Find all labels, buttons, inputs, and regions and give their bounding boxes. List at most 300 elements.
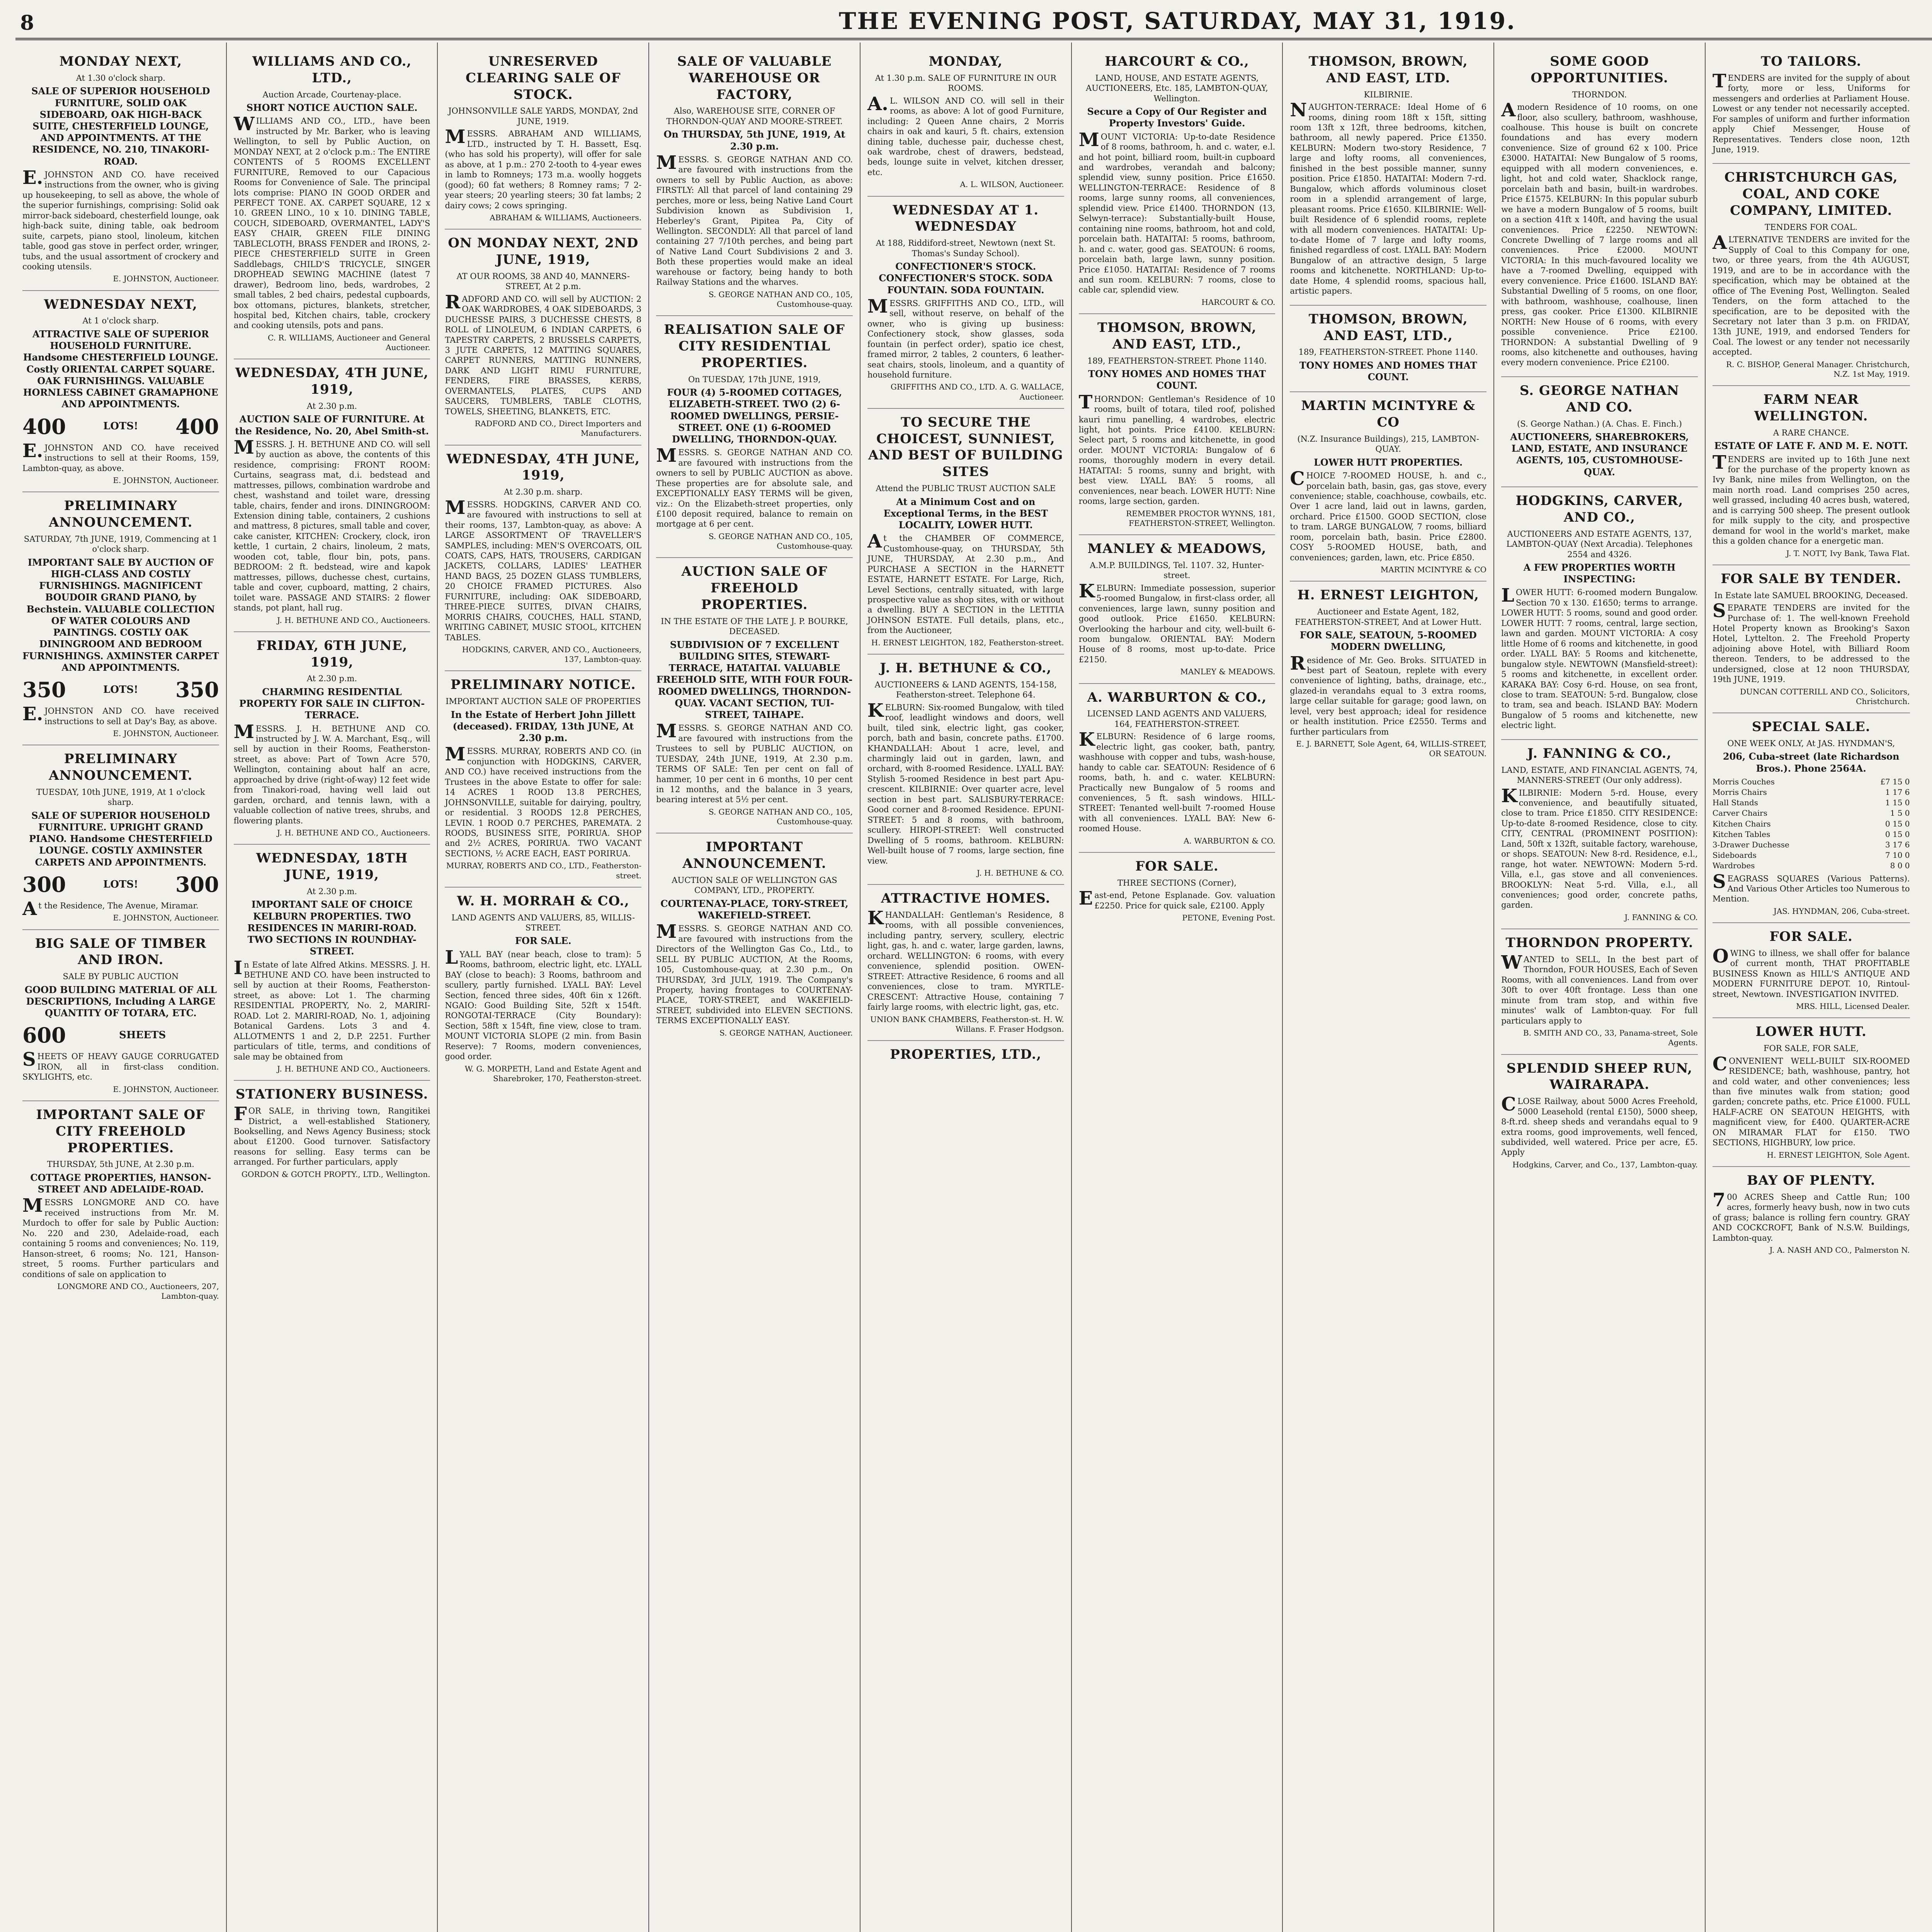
column-1 xyxy=(15,43,227,1932)
ad-subheading: At 1.30 p.m. SALE OF FURNITURE IN OUR ROOMS. xyxy=(875,73,1056,93)
ad-lead: SALE OF SUPERIOR HOUSEHOLD FURNITURE, SOLID OAK SIDEBOARD, OAK HIGH-BACK SUITE, CHESTERFIELD LOUNGE, AND APPOINTMENTS. AT THE RESIDENCE, NO. 210, TINAKORI-ROAD. xyxy=(31,85,210,167)
advertisement xyxy=(234,359,430,632)
advertisement xyxy=(1079,684,1276,853)
ad-body-text: NAUGHTON-TERRACE: Ideal Home of 6 rooms, dining room 18ft x 15ft, sitting room 13ft x 12ft, three bedrooms, kitchen, bathroom, all newly papered. Price £1350. KELBURN: Modern two-story Residence, 7 large and lofty rooms, all conveniences, finished in the best possible manner, sunny position. Price £1850. HATAITAI: Modern 7-rd. Bungalow, which affords voluminous closet room in a splendid arrangement of large, pleasant rooms. Price £1650. KILBIRNIE: Well-built Residence of 6 splendid rooms, replete with all modern conveniences. HATAITAI: Up-to-date Home of 7 large and lofty rooms, finished regardless of cost. LYALL BAY: Modern Bungalow of an attractive design, 5 large rooms and kitchenette. NORTHLAND: Up-to-date Home, 4 splendid rooms, spacious hall, artistic papers. xyxy=(1290,99,1487,296)
lots-banner xyxy=(22,1022,219,1048)
ad-heading: MONDAY, xyxy=(929,54,1003,69)
ad-signature: S. GEORGE NATHAN AND CO., 105, Customhouse-quay. xyxy=(708,289,853,309)
advertisement xyxy=(22,745,219,930)
advertisement xyxy=(867,409,1064,655)
ad-lead: COTTAGE PROPERTIES, HANSON-STREET AND ADELAIDE-ROAD. xyxy=(30,1172,211,1195)
ad-lead: At a Minimum Cost and on Exceptional Terms, in the BEST LOCALITY, LOWER HUTT. xyxy=(883,496,1048,531)
ad-body-text: 700 ACRES Sheep and Cattle Run; 100 acres, formerly heavy bush, now in two cuts of grass; balance is rolling fern country. GRAY AND COCKCROFT, Bank of N.S.W. Buildings, Lambton-quay. xyxy=(1712,1189,1910,1243)
ad-body-text: Amodern Residence of 10 rooms, on one floor, also scullery, bathroom, washhouse, coalhouse. This house is built on concrete foundations and has every modern convenience. Size of ground 62 x 100. Price £3000. HATAITAI: New Bungalow of 5 rooms, equipped with all modern conveniences, e. light, hot and cold water, Shacklock range, porcelain bath and basin, built-in wardrobes. Price £1575. KELBURN: In this popular suburb we have a modern Bungalow of 5 rooms, built on a section 41ft x 140ft, and having the usual conveniences. Price £2250. NEWTOWN: Concrete Dwelling of 7 large rooms and all conveniences. Price £2000. MOUNT VICTORIA: In this much-favoured locality we have a 7-roomed Dwelling, equipped with every convenience. Price £1600. ISLAND BAY: Substantial Dwelling of 5 rooms, on one floor, with bathroom, washhouse, coalhouse, linen press, gas cooker. Price £1300. KILBIRNIE NORTH: New House of 6 rooms, with every possible convenience. Price £2100. THORNDON: A substantial Dwelling of 9 rooms, also kitchenette and outhouses, having every modern convenience. Price £2100. xyxy=(1501,99,1698,367)
ad-body-text: MESSRS. S. GEORGE NATHAN AND CO. are favoured with instructions from the Trustees to sell by PUBLIC AUCTION, on TUESDAY, 24th JUNE, 1919, At 2.30 p.m. TERMS OF SALE: Ten per cent on fall of hammer, 10 per cent in 6 months, 10 per cent in 12 months, and the balance in 3 years, bearing interest at 5½ per cent. xyxy=(656,720,853,804)
ad-subheading: At 2.30 p.m. xyxy=(307,886,357,896)
column-3 xyxy=(438,43,649,1932)
price-item: Morris Couches xyxy=(1712,777,1775,786)
ad-heading: IMPORTANT ANNOUNCEMENT. xyxy=(682,839,827,872)
ad-body-text: SHEETS OF HEAVY GAUGE CORRUGATED IRON, all in first-class condition. SKYLIGHTS, etc. xyxy=(22,1049,219,1082)
ad-body-text: CONVENIENT WELL-BUILT SIX-ROOMED RESIDENCE; bath, washhouse, pantry, hot and cold water, and other conveniences; less than five minutes walk from station; good garden; concrete paths, etc. Price £1000. FULL HALF-ACRE ON SEATOUN HEIGHTS, with magnificent view, for £400. QUARTER-ACRE ON MIRAMAR FLAT for £150. TWO SECTIONS, HIGHBURY, low price. xyxy=(1712,1053,1910,1148)
ad-body-text: WANTED to SELL, In the best part of Thorndon, FOUR HOUSES, Each of Seven Rooms, with all conveniences. Land from over 30ft to over 40ft frontage. Less than one minute from tram stop, and within five minutes' walk of Lambton-quay. For full particulars apply to xyxy=(1501,951,1698,1026)
ad-signature: E. JOHNSTON, Auctioneer. xyxy=(113,475,219,485)
ad-subheading: A.M.P. BUILDINGS, Tel. 1107. 32, Hunter-street. xyxy=(1090,560,1264,580)
ad-body-text: TENDERS are invited up to 16th June next for the purchase of the property known as Ivy Bank, nine miles from Wellington, on the main north road. Land comprises 250 acres, well grassed, including 40 acres bush, watered, and is carrying 500 sheep. The present outlook for milk supply to the city, and prospective demand for wool in the world's market, make this a golden chance for a energetic man. xyxy=(1712,451,1910,546)
ad-subheading: At 2.30 p.m. xyxy=(307,674,357,684)
ad-signature: J. A. NASH AND CO., Palmerston N. xyxy=(1769,1245,1910,1255)
ad-body-text: WILLIAMS AND CO., LTD., have been instructed by Mr. Barker, who is leaving Wellington, to sell by Public Auction, on MONDAY NEXT, at 2 o'clock p.m.: The ENTIRE CONTENTS of 5 ROOMS EXCELLENT FURNITURE, Removed to our Capacious Rooms for Convenience of Sale. The principal lots comprise: PIANO IN GOOD ORDER and PERFECT TONE. AX. CARPET SQUARE, 12 x 10. GREEN LINO., 10 x 10. DINING TABLE, COUCH, SIDEBOARD, OVERMANTEL, LADY'S EASY CHAIR, GREEN FILE DINING TABLECLOTH, BRASS FENDER and IRONS, 2-PIECE CHESTERFIELD SUITE in Green Saddlebags, CHILD'S TRICYCLE, SINGER DROPHEAD SEWING MACHINE (latest 7 drawer), Bedroom lino, beds, wardrobes, 2 small tables, 2 bed chairs, pedestal cupboards, box ottomans, pictures, blankets, stretcher, hospital bed, Kitchen chairs, table, crockery and cooking utensils, pots and pans. xyxy=(233,113,430,330)
ad-body-text: TENDERS are invited for the supply of about forty, more or less, Uniforms for messengers and orderlies at Parliament House. Lowest or any tender not necessarily accepted. For samples of uniform and further information apply Chief Messenger, House of Representatives. Tenders close noon, 12th June, 1919. xyxy=(1712,70,1910,154)
ad-lead: On THURSDAY, 5th JUNE, 1919, At 2.30 p.m. xyxy=(663,129,845,152)
ad-heading: MARTIN MCINTYRE & CO xyxy=(1301,398,1476,430)
advertisement xyxy=(1079,314,1276,535)
ad-heading: ATTRACTIVE HOMES. xyxy=(881,891,1051,906)
ad-signature: UNION BANK CHAMBERS, Featherston-st. H. W. Willans. F. Fraser Hodgson. xyxy=(870,1014,1064,1034)
price-item: Carver Chairs xyxy=(1712,808,1767,818)
ad-signature: LONGMORE AND CO., Auctioneers, 207, Lambton-quay. xyxy=(57,1282,219,1301)
advertisement xyxy=(22,930,219,1101)
ad-heading: IMPORTANT SALE OF CITY FREEHOLD PROPERTIES. xyxy=(36,1107,206,1156)
ad-subheading: TENDERS FOR COAL. xyxy=(1765,222,1858,232)
ad-heading: THOMSON, BROWN, AND EAST, LTD., xyxy=(1097,320,1257,352)
column-4 xyxy=(649,43,861,1932)
advertisement xyxy=(656,833,853,1044)
newspaper-title: THE EVENING POST, SATURDAY, MAY 31, 1919. xyxy=(838,8,1516,35)
ad-signature: HODGKINS, CARVER, AND CO., Auctioneers, 137, Lambton-quay. xyxy=(462,645,642,664)
ad-lead: A FEW PROPERTIES WORTH INSPECTING: xyxy=(1523,561,1676,585)
advertisement xyxy=(1290,306,1486,393)
ad-lead: SHORT NOTICE AUCTION SALE. xyxy=(246,102,418,114)
ad-signature: J. H. BETHUNE AND CO., Auctioneers. xyxy=(277,828,430,838)
ad-signature: MRS. HILL, Licensed Dealer. xyxy=(1796,1002,1910,1011)
ad-lead: ESTATE OF LATE F. AND M. E. NOTT. xyxy=(1714,440,1908,452)
ad-body-text: In Estate of late Alfred Atkins. MESSRS. J. H. BETHUNE AND CO. have been instructed to sell by auction at their Rooms, Featherston-street, as above: Lot 1. The charming RESIDENTIAL PROPERTY, No. 2, MARIRI-ROAD. Lot 2. MARIRI-ROAD, No. 1, adjoining Botanical Gardens. Lots 3 and 4. ALLOTMENTS 1 and 2, D.P. 2251. Further particulars of title, terms, and conditions of sale may be obtained from xyxy=(233,957,430,1061)
ad-signature: W. G. MORPETH, Land and Estate Agent and Sharebroker, 170, Featherston-street. xyxy=(464,1064,642,1083)
ad-lead: CONFECTIONER'S STOCK. CONFECTIONER'S STOCK. SODA FOUNTAIN. SODA FOUNTAIN. xyxy=(879,261,1053,296)
page-number: 8 xyxy=(20,11,34,35)
price-item: Kitchen Tables xyxy=(1712,829,1770,839)
ad-body-text: MESSRS. S. GEORGE NATHAN AND CO. are favoured with instructions from the owners to sell by PUBLIC AUCTION as above. These properties are for absolute sale, and EXCEPTIONALLY EASY TERMS will be given, viz.: On the Elizabeth-street properties, only £100 deposit required, balance to remain on mortgage at 6 per cent. xyxy=(656,445,853,529)
ad-signature: J. H. BETHUNE AND CO., Auctioneers. xyxy=(277,615,430,625)
ad-subheading: AUCTIONEERS AND ESTATE AGENTS, 137, LAMBTON-QUAY (Next Arcadia). Telephones 2554 and 4326. xyxy=(1506,529,1693,559)
ad-subheading: LICENSED LAND AGENTS AND VALUERS, 164, FEATHERSTON-STREET. xyxy=(1087,709,1267,729)
ad-body-text: KILBIRNIE: Modern 5-rd. House, every convenience, and beautifully situated, close to tram. Price £1850. CITY RESIDENCE: Up-to-date 8-roomed Residence, close to city. CITY, CENTRAL (PROMINENT POSITION): Land, 50ft x 132ft, suitable factory, warehouse, or shops. SEATOUN: New 8-rd. Residence, e.l., range, hot water. NEWTOWN: Modern 5-rd. Villa, e.l., gas stove and all conveniences. BROOKLYN: Neat 5-rd. Villa, e.l., all conveniences; good order, concrete paths, garden. xyxy=(1501,785,1698,910)
ad-heading: PRELIMINARY ANNOUNCEMENT. xyxy=(49,498,193,530)
advertisement xyxy=(445,446,641,672)
ad-body-text: LOWER HUTT: 6-roomed modern Bungalow. Section 70 x 130. £1650; terms to arrange. LOWER HUTT: 5 rooms, sound and good order. LOWER HUTT: 7 rooms, central, large section, lawn and garden. MOUNT VICTORIA: A cosy little Home of 6 rooms and kitchenette, in good order. LYALL BAY: 5 Rooms and kitchenette, bungalow style. NEWTOWN (Mansfield-street): 5 rooms and kitchenette, in excellent order. KARAKA BAY: Cosy 6-rd. House, on sea front, close to tram. SEATOUN: 5-rd. Bungalow, close to tram, sea and beach. ISLAND BAY: Modern Bungalow of 5 rooms and kitchenette, new electric light. xyxy=(1501,585,1698,730)
advertisement xyxy=(1713,386,1910,565)
columns-container xyxy=(15,43,1932,1932)
ad-body-text: THORNDON: Gentleman's Residence of 10 rooms, built of totara, tiled roof, polished kauri rimu panelling, 4 wardrobes, electric light, hot points. Price £4100. KELBURN: Select part, 5 rooms and kitchenette, in good order. MOUNT VICTORIA: Bungalow of 6 rooms, thoroughly modern in every detail. HATAITAI: 5 rooms, sunny and bright, with best view. LYALL BAY: 5 rooms, all conveniences, near beach. LOWER HUTT: Nine rooms, large section, garden. xyxy=(1078,391,1276,506)
ad-subheading: Auctioneer and Estate Agent, 182, FEATHERSTON-STREET, And at Lower Hutt. xyxy=(1295,607,1482,627)
ad-signature: S. GEORGE NATHAN, Auctioneer. xyxy=(719,1028,853,1037)
ad-body-text: E.JOHNSTON AND CO. have received instructions to sell at their Rooms, 159, Lambton-quay, as above. xyxy=(22,440,219,473)
lots-banner xyxy=(22,677,219,703)
price-value: 3 17 6 xyxy=(1885,840,1910,849)
price-value: 0 15 0 xyxy=(1885,819,1910,828)
ad-lead: AUCTIONEERS, SHAREBROKERS, LAND, ESTATE, AND INSURANCE AGENTS, 105, CUSTOMHOUSE-QUAY. xyxy=(1510,431,1689,478)
ad-lead: LOWER HUTT PROPERTIES. xyxy=(1314,456,1463,468)
advertisement xyxy=(1079,853,1276,929)
ad-subheading: At 188, Riddiford-street, Newtown (next St. Thomas's Sunday School). xyxy=(876,238,1056,258)
ad-subheading: At 2.30 p.m. xyxy=(307,401,357,411)
price-value: 7 10 0 xyxy=(1885,850,1910,860)
ad-signature: E. JOHNSTON, Auctioneer. xyxy=(113,274,219,284)
ad-body-text: SEAGRASS SQUARES (Various Patterns). And Various Other Articles too Numerous to Mention. xyxy=(1712,871,1910,904)
ad-subheading: Attend the PUBLIC TRUST AUCTION SALE xyxy=(876,484,1056,493)
ad-subheading: LAND AGENTS AND VALUERS, 85, WILLIS-STREET. xyxy=(451,913,635,933)
ad-body-text: East-end, Petone Esplanade. Gov. valuation £2250. Price for quick sale, £2100. Apply xyxy=(1078,888,1276,910)
ad-signature: A. WARBURTON & CO. xyxy=(1184,836,1276,845)
ad-subheading: 189, FEATHERSTON-STREET. Phone 1140. xyxy=(1298,347,1478,357)
ad-subheading: AUCTIONEERS & LAND AGENTS, 154-158, Featherston-street. Telephone 64. xyxy=(874,680,1057,700)
ad-signature: REMEMBER PROCTOR WYNNS, 181, FEATHERSTON-STREET, Wellington. xyxy=(1126,509,1276,528)
column-5 xyxy=(861,43,1072,1932)
advertisement xyxy=(1079,48,1276,314)
ad-lead: In the Estate of Herbert John Jillett (deceased). FRIDAY, 13th JUNE, At 2.30 p.m. xyxy=(451,709,636,744)
advertisement xyxy=(1290,48,1486,306)
ad-heading: PROPERTIES, LTD., xyxy=(890,1046,1042,1062)
advertisement xyxy=(22,492,219,745)
ad-lead: ATTRACTIVE SALE OF SUPERIOR HOUSEHOLD FURNITURE. Handsome CHESTERFIELD LOUNGE. Costly ORIENTAL CARPET SQUARE. OAK FURNISHINGS. VALUABLE HORNLESS CABINET GRAMAPHONE AND APPOINTMENTS. xyxy=(23,328,218,410)
ad-body-text: MESSRS. GRIFFITHS AND CO., LTD., will sell, without reserve, on behalf of the owner, who is giving up business: Confectionery stock, show glasses, soda fountain (in perfect order), spatio ice chest, framed mirror, 2 tables, 2 counters, 6 leather-seat chairs, stools, linoleum, and a quantity of household furniture. xyxy=(867,295,1064,379)
advertisement xyxy=(1079,535,1276,684)
price-item: Hall Stands xyxy=(1712,798,1758,808)
ad-heading: TO TAILORS. xyxy=(1760,54,1862,69)
advertisement xyxy=(1713,1018,1910,1167)
price-row xyxy=(1713,861,1910,871)
ad-heading: WEDNESDAY AT 1. WEDNESDAY xyxy=(893,202,1039,235)
ad-body-text: MESSRS LONGMORE AND CO. have received instructions from Mr. M. Murdoch to offer for sale by Public Auction: No. 220 and 230, Adelaide-road, each containing 5 rooms and conveniences; No. 119, Hanson-street, 6 rooms; No. 121, Hanson-street, 5 rooms. Further particulars and conditions of sale on application to xyxy=(22,1195,219,1279)
ad-lead: SUBDIVISION OF 7 EXCELLENT BUILDING SITES, STEWART-TERRACE, HATAITAI. VALUABLE FREEHOLD SITE, WITH FOUR FOUR-ROOMED DWELLINGS, THORNDON-QUAY. VACANT SECTION, TUI-STREET, TAIHAPE. xyxy=(656,639,853,721)
advertisement xyxy=(1501,377,1698,487)
ad-signature: MANLEY & MEADOWS. xyxy=(1180,667,1276,677)
lots-banner-item: LOTS! xyxy=(103,878,138,890)
ad-lead: 206, Cuba-street (late Richardson Bros.). Phone 2564A. xyxy=(1723,751,1900,774)
masthead xyxy=(15,8,1932,40)
ad-subheading: AT OUR ROOMS, 38 AND 40, MANNERS-STREET, At 2 p.m. xyxy=(456,271,630,291)
ad-lead: GOOD BUILDING MATERIAL OF ALL DESCRIPTIONS, Including A LARGE QUANTITY OF TOTARA, ETC. xyxy=(24,984,217,1019)
ad-signature: MARTIN MCINTYRE & CO xyxy=(1380,565,1487,575)
advertisement xyxy=(234,632,430,845)
ad-lead: CHARMING RESIDENTIAL PROPERTY FOR SALE IN CLIFTON-TERRACE. xyxy=(239,686,425,721)
lots-banner-item: 400 xyxy=(175,414,219,439)
ad-signature: E. JOHNSTON, Auctioneer. xyxy=(113,913,219,923)
ad-body-text: KELBURN: Immediate possession, superior 5-roomed Bungalow, in first-class order, all conveniences, large lawn, sunny position and good outlook. Price £1650. KELBURN: Overlooking the harbour and city, well-built 6-room bungalow. ORIENTAL BAY: Modern House of 8 rooms, most up-to-date. Price £2150. xyxy=(1078,580,1276,664)
ad-signature: E. JOHNSTON, Auctioneer. xyxy=(113,728,219,738)
advertisement xyxy=(867,655,1064,885)
ad-heading: STATIONERY BUSINESS. xyxy=(235,1087,429,1102)
ad-heading: WEDNESDAY, 18TH JUNE, 1919, xyxy=(256,850,408,883)
ad-subheading: IMPORTANT AUCTION SALE OF PROPERTIES xyxy=(446,697,641,706)
advertisement xyxy=(234,1081,430,1185)
ad-heading: CHRISTCHURCH GAS, COAL, AND COKE COMPANY, LIMITED. xyxy=(1724,170,1898,219)
lots-banner-item: 300 xyxy=(175,872,219,897)
ad-subheading: SALE BY PUBLIC AUCTION xyxy=(63,972,179,981)
advertisement xyxy=(22,48,219,291)
ad-signature: GRIFFITHS AND CO., LTD. A. G. WALLACE, Auctioneer. xyxy=(890,382,1064,401)
ad-signature: S. GEORGE NATHAN AND CO., 105, Customhouse-quay. xyxy=(708,807,853,827)
ad-subheading: At 1 o'clock sharp. xyxy=(82,316,159,326)
advertisement xyxy=(867,48,1064,197)
ad-signature: E. JOHNSTON, Auctioneer. xyxy=(113,1084,219,1094)
price-row xyxy=(1713,798,1910,808)
advertisement xyxy=(656,316,853,558)
ad-lead: IMPORTANT SALE OF CHOICE KELBURN PROPERTIES. TWO RESIDENCES IN MARIRI-ROAD. TWO SECTIONS IN ROUNDHAY-STREET. xyxy=(247,899,417,957)
ad-heading: WEDNESDAY, 4TH JUNE, 1919, xyxy=(235,365,429,398)
ad-lead: FOR SALE. xyxy=(515,935,571,947)
lots-banner-item: 300 xyxy=(22,872,66,897)
advertisement xyxy=(445,671,641,887)
ad-body-text: MESSRS. HODGKINS, CARVER AND CO. are favoured with instructions to sell at their rooms, 137, Lambton-quay, as above: A LARGE ASSORTMENT OF TRAVELLER'S SAMPLES, including: MEN'S OVERCOATS, OIL COATS, CAPS, HATS, TROUSERS, CARDIGAN JACKETS, COLLARS, LADIES' LEATHER HAND BAGS, 25 DOZEN GLASS TUMBLERS, 20 CHOICE FRAMED PICTURES. Also FURNITURE, including: OAK SIDEBOARD, THREE-PIECE SUITES, DIVAN CHAIRS, MORRIS CHAIRS, COUCHES, HALL STAND, WRITING CABINET, MUSIC STOOL, KITCHEN TABLES. xyxy=(445,497,642,642)
ad-heading: HARCOURT & CO., xyxy=(1105,54,1249,69)
advertisement xyxy=(867,885,1064,1041)
price-item: Kitchen Chairs xyxy=(1712,819,1771,828)
advertisement xyxy=(656,558,853,833)
price-row xyxy=(1713,808,1910,818)
ad-heading: PRELIMINARY ANNOUNCEMENT. xyxy=(49,751,193,783)
ad-heading: UNRESERVED CLEARING SALE OF STOCK. xyxy=(465,54,621,102)
ad-body-text: ALTERNATIVE TENDERS are invited for the Supply of Coal to this Company for one, two, or three years, from the 4th AUGUST, 1919, and are to be in accordance with the specification, which may be obtained at the office of The Evening Post, Wellington. Sealed Tenders, on the form attached to the specification, are to be deposited with the Secretary not later than 3 p.m. on FRIDAY, 13th JUNE, 1919, and endorsed Tenders for Coal. The lowest or any tender not necessarily accepted. xyxy=(1712,232,1910,357)
ad-subheading: JOHNSONVILLE SALE YARDS, MONDAY, 2nd JUNE, 1919. xyxy=(448,106,638,126)
ad-body-text: RADFORD AND CO. will sell by AUCTION: 2 OAK WARDROBES, 4 OAK SIDEBOARDS, 3 DUCHESSE PAIRS, 3 DUCHESSE CHESTS, 8 ROLL of LINOLEUM, 6 INDIAN CARPETS, 6 TAPESTRY CARPETS, 2 BRUSSELS CARPETS, 3 JUTE CARPETS, 12 MATTING SQUARES, CARPET RUNNERS, MATTING RUNNERS, DARK AND LIGHT RIMU FURNITURE, FENDERS, FIRE BRASSES, KERBS, OVERMANTELS, PLATES, CUPS AND SAUCERS, TUMBLERS, TABLE CLOTHS, TOWELS, SHEETING, BLANKETS, ETC. xyxy=(445,291,642,416)
ad-heading: H. ERNEST LEIGHTON, xyxy=(1297,587,1479,603)
ad-subheading: At 2.30 p.m. sharp. xyxy=(503,487,583,497)
ad-signature: R. C. BISHOP, General Manager. Christchurch, N.Z. 1st May, 1919. xyxy=(1726,359,1910,379)
ad-subheading: In Estate late SAMUEL BROOKING, Deceased. xyxy=(1714,590,1908,600)
advertisement xyxy=(867,197,1064,409)
ad-body-text: KELBURN: Six-roomed Bungalow, with tiled roof, leadlight windows and doors, well built, tiled sink, electric light, gas cooker, porch, bath and basin, concrete paths. £1700. KHANDALLAH: About 1 acre, level, and charmingly laid out in garden, lawn, and orchard, with 8-roomed Residence. LYALL BAY: Stylish 5-roomed Residence in best part Apu-crescent. KILBIRNIE: Over quarter acre, level section in best part. SALISBURY-TERRACE: Good corner and 8-roomed Residence. EPUNI-STREET: 5 and 8 rooms, with bathroom, scullery. HIROPI-STREET: Well constructed Dwelling of 5 rooms, bathroom. KELBURN: Well-built house of 7 rooms, large section, fine view. xyxy=(867,699,1064,866)
lots-banner-item: LOTS! xyxy=(103,420,138,432)
ad-signature: H. ERNEST LEIGHTON, 182, Featherston-street. xyxy=(871,638,1064,647)
price-value: 8 0 0 xyxy=(1890,861,1910,871)
advertisement xyxy=(656,48,853,316)
ad-body-text: MESSRS. S. GEORGE NATHAN AND CO. are favoured with instructions from the owners to sell by Public Auction, as above: FIRSTLY: All that parcel of land containing 29 perches, more or less, being Native Land Court Subdivision known as Subdivision 1, Heberley's Grant, Pipitea Pa, City of Wellington. SECONDLY: All that parcel of land containing 27 7/10th perches, and being part of Native Land Court Subdivisions 2 and 3. Both these properties would make an ideal warehouse or factory, being handy to both Railway Stations and the wharves. xyxy=(656,151,853,287)
ad-heading: WEDNESDAY NEXT, xyxy=(44,296,197,312)
ad-heading: REALISATION SALE OF CITY RESIDENTIAL PROPERTIES. xyxy=(664,322,845,371)
column-7 xyxy=(1283,43,1494,1932)
ad-heading: WEDNESDAY, 4TH JUNE, 1919, xyxy=(446,451,640,483)
ad-heading: BAY OF PLENTY. xyxy=(1747,1172,1876,1188)
advertisement xyxy=(1290,582,1486,765)
ad-body-text: At the CHAMBER OF COMMERCE, Customhouse-quay, on THURSDAY, 5th JUNE, THURSDAY, At 2.30 p.m., And PURCHASE A SECTION in the HARNETT ESTATE, HARNETT ESTATE. For Large, Rich, Level Sections, centrally situated, with large prospective value as shop sites, with or without a dwelling. BUY A SECTION in the LETITIA JOHNSON ESTATE. Full details, plans, etc., from the Auctioneer, xyxy=(867,531,1064,635)
advertisement xyxy=(445,230,641,445)
ad-signature: JAS. HYNDMAN, 206, Cuba-street. xyxy=(1773,906,1910,916)
price-item: Morris Chairs xyxy=(1712,787,1767,797)
ad-heading: THOMSON, BROWN, AND EAST, LTD. xyxy=(1308,54,1468,86)
lots-banner-item: LOTS! xyxy=(103,684,138,696)
ad-heading: SPECIAL SALE. xyxy=(1752,719,1871,735)
price-row xyxy=(1713,829,1910,840)
ad-subheading: LAND, ESTATE, AND FINANCIAL AGENTS, 74, MANNERS-STREET (Our only address). xyxy=(1501,765,1698,785)
ad-body-text: A.L. WILSON AND CO. will sell in their rooms, as above: A lot of good Furniture, including: 2 Queen Anne chairs, 2 Morris chairs in oak and kauri, 5 ft. chairs, extension dining table, duchesse pair, duchesse chest, oak wardrobe, chest of drawers, bedstead, beds, lounge suite in velvet, kitchen dresser, etc. xyxy=(867,93,1064,177)
advertisement xyxy=(1713,565,1910,713)
ad-signature: DUNCAN COTTERILL AND CO., Solicitors, Christchurch. xyxy=(1740,687,1910,706)
ad-subheading: On TUESDAY, 17th JUNE, 1919, xyxy=(688,374,821,384)
ad-heading: BIG SALE OF TIMBER AND IRON. xyxy=(35,935,207,968)
price-row xyxy=(1713,787,1910,798)
price-value: 1 15 0 xyxy=(1885,798,1910,808)
ad-lead: FOR SALE, SEATOUN, 5-ROOMED MODERN DWELLING, xyxy=(1299,629,1477,653)
ad-body-text: E.JOHNSTON AND CO. have received instructions to sell at Day's Bay, as above. xyxy=(22,703,219,726)
ad-heading: FRIDAY, 6TH JUNE, 1919, xyxy=(256,638,408,670)
column-2 xyxy=(227,43,438,1932)
ad-lead: TONY HOMES AND HOMES THAT COUNT. xyxy=(1088,368,1266,391)
ad-signature: A. L. WILSON, Auctioneer. xyxy=(960,180,1064,189)
ad-subheading: SATURDAY, 7th JUNE, 1919, Commencing at 1 o'clock sharp. xyxy=(24,534,218,554)
ad-lead: TONY HOMES AND HOMES THAT COUNT. xyxy=(1299,359,1477,383)
ad-subheading: THORNDON. xyxy=(1572,90,1627,99)
ad-heading: FOR SALE. xyxy=(1769,929,1853,945)
ad-lead: Secure a Copy of Our Register and Property Investors' Guide. xyxy=(1087,106,1267,129)
ad-heading: FOR SALE. xyxy=(1135,859,1219,874)
ad-lead: SALE OF SUPERIOR HOUSEHOLD FURNITURE. UPRIGHT GRAND PIANO. Handsome CHESTERFIELD LOUNGE. COSTLY AXMINSTER CARPETS AND APPOINTMENTS. xyxy=(29,810,213,868)
ad-heading: SALE OF VALUABLE WAREHOUSE OR FACTORY, xyxy=(677,54,832,102)
advertisement xyxy=(445,888,641,1090)
price-value: 0 15 0 xyxy=(1885,829,1910,839)
ad-lead: COURTENAY-PLACE, TORY-STREET, WAKEFIELD-STREET. xyxy=(660,898,849,921)
ad-heading: MANLEY & MEADOWS, xyxy=(1087,541,1267,557)
ad-subheading: THREE SECTIONS (Corner), xyxy=(1117,878,1236,888)
ad-subheading: LAND, HOUSE, AND ESTATE AGENTS, AUCTIONEERS, Etc. 185, LAMBTON-QUAY, Wellington. xyxy=(1086,73,1268,103)
ad-signature: PETONE, Evening Post. xyxy=(1182,913,1276,923)
ad-subheading: (N.Z. Insurance Buildings), 215, LAMBTON-QUAY. xyxy=(1297,434,1479,454)
ad-body-text: KHANDALLAH: Gentleman's Residence, 8 rooms, with all possible conveniences, including pantry, servery, scullery, electric light, gas, h. and c. water, large garden, lawns, orchard. WELLINGTON: 6 rooms, with every convenience, splendid position. OWEN-STREET: Attractive Residence, 6 rooms and all conveniences, close to tram. MYRTLE-CRESCENT: Attractive House, containing 7 fairly large rooms, with electric light, gas, etc. xyxy=(867,907,1064,1012)
ad-subheading: 189, FEATHERSTON-STREET. Phone 1140. xyxy=(1087,356,1267,366)
column-6 xyxy=(1072,43,1283,1932)
price-value: 1 17 6 xyxy=(1885,787,1910,797)
advertisement xyxy=(1713,923,1910,1018)
ad-heading: J. FANNING & CO., xyxy=(1527,745,1672,761)
ad-body-text: MESSRS. MURRAY, ROBERTS AND CO. (in conjunction with HODGKINS, CARVER, AND CO.) have received instructions from the Trustees in the above Estate to offer for sale: 14 ACRES 1 ROOD 13.8 PERCHES, JOHNSONVILLE, suitable for dairying, poultry, or residential. 3 ROODS 12.8 PERCHES, LEVIN. 1 ROOD 0.7 PERCHES, PAREMATA. 2 ROODS, BUSINESS SITE, PORIRUA. SHOP and 2½ ACRES, PORIRUA. TWO VACANT SECTIONS, ½ ACRE EACH, EAST PORIRUA. xyxy=(445,743,642,858)
lots-banner-item: 600 xyxy=(22,1023,66,1048)
advertisement xyxy=(1713,713,1910,923)
ad-subheading: FOR SALE, FOR SALE, xyxy=(1764,1044,1859,1053)
advertisement xyxy=(234,845,430,1081)
ad-lead: FOUR (4) 5-ROOMED COTTAGES, ELIZABETH-STREET. TWO (2) 6-ROOMED DWELLINGS, PERSIE-STREET. ONE (1) 6-ROOMED DWELLING, THORNDON-QUAY. xyxy=(667,387,842,445)
lots-banner-item: 350 xyxy=(175,677,219,702)
ad-body-text: MESSRS. J. H. BETHUNE AND CO. will sell by auction as above, the contents of this residence, comprising: FRONT ROOM: Curtains, seagrass mat, d.i. bedstead and mattresses, pillows, combination wardrobe and chest, washstand and toilet ware, dressing table, chairs, fender and irons. DININGROOM: Extension dining table, containers, 2 cushions and mattress, 8 pictures, small table and cover, cake canister, KITCHEN: Crockery, clock, iron kettle, 1 curtain, 2 chairs, linoleum, 2 mats, wooden cot, table, flour bin, pots, pans. BEDROOM: 2 ft. bedstead, wire and kapok mattresses, pillows, duchesse chest, curtains, table and cover, cupboard, matting, 2 chairs, toilet ware. PASSAGE AND STAIRS: 2 flower stands, pot plant, hall rug. xyxy=(233,436,430,613)
column-8 xyxy=(1494,43,1706,1932)
lots-banner-item: SHEETS xyxy=(119,1029,166,1041)
ad-signature: H. ERNEST LEIGHTON, Sole Agent. xyxy=(1767,1150,1910,1160)
ad-signature: MURRAY, ROBERTS AND CO., LTD., Featherston-street. xyxy=(446,861,642,880)
ad-signature: ABRAHAM & WILLIAMS, Auctioneers. xyxy=(490,213,642,223)
ad-subheading: A RARE CHANCE. xyxy=(1773,428,1849,437)
ad-body-text: Residence of Mr. Geo. Broks. SITUATED in best part of Seatoun, replete with every convenience of lighting, baths, drainage, etc., glazed-in verandahs equal to 3 extra rooms, large cellar suitable for garage; good lawn, on level, very best approach; ideal for residence or health institution. Price £2550. Terms and further particulars from xyxy=(1290,652,1487,736)
advertisement xyxy=(22,1101,219,1307)
advertisement xyxy=(1713,1167,1910,1261)
ad-heading: AUCTION SALE OF FREEHOLD PROPERTIES. xyxy=(681,564,828,612)
ad-subheading: Auction Arcade, Courtenay-place. xyxy=(262,90,401,99)
price-item: Sideboards xyxy=(1712,850,1757,860)
advertisement xyxy=(234,48,430,359)
ad-signature: J. H. BETHUNE AND CO., Auctioneers. xyxy=(277,1064,430,1074)
lots-banner xyxy=(22,413,219,440)
newspaper-page xyxy=(15,8,1932,1932)
advertisement xyxy=(1501,487,1698,740)
ad-lead: AUCTION SALE OF FURNITURE. At the Residence, No. 20, Abel Smith-st. xyxy=(235,413,429,437)
advertisement xyxy=(1501,740,1698,929)
ad-heading: TO SECURE THE CHOICEST, SUNNIEST, AND BEST OF BUILDING SITES xyxy=(868,414,1063,480)
ad-body-text: E.JOHNSTON AND CO. have received instructions from the owner, who is giving up housekeeping, to sell as above, the whole of the superior furnishings, comprising: Solid oak mirror-back sideboard, chesterfield lounge, oak high-back suite, dining table, oak bedroom suite, carpets, piano stool, linoleum, kitchen table, good gas stove in perfect order, wringer, tubs, and the usual assortment of crockery and cooking utensils. xyxy=(22,167,219,271)
lots-banner xyxy=(22,871,219,898)
price-list xyxy=(1713,777,1910,871)
ad-subheading: IN THE ESTATE OF THE LATE J. P. BOURKE, DECEASED. xyxy=(661,616,848,636)
price-value: £7 15 0 xyxy=(1880,777,1910,786)
ad-signature: E. J. BARNETT, Sole Agent, 64, WILLIS-STREET, OR SEATOUN. xyxy=(1296,739,1487,759)
ad-heading: A. WARBURTON & CO., xyxy=(1087,689,1267,705)
ad-body-text: MESSRS. J. H. BETHUNE AND CO. instructed by J. W. A. Marchant, Esq., will sell by auction in their Rooms, Featherston-street, as above: Part of Town Acre 570, Wellington, containing about half an acre, approached by drive (right-of-way) 12 feet wide from Tinakori-road, having well laid out garden, orchard, and tennis lawn, with a valuable collection of native trees, shrubs, and flowering plants. xyxy=(233,721,430,825)
advertisement xyxy=(1501,929,1698,1054)
price-item: Wardrobes xyxy=(1712,861,1755,871)
ad-subheading: AUCTION SALE OF WELLINGTON GAS COMPANY, LTD., PROPERTY. xyxy=(672,875,837,895)
advertisement xyxy=(867,1041,1064,1072)
lots-banner-item: 350 xyxy=(22,677,66,702)
ad-signature: C. R. WILLIAMS, Auctioneer and General Auctioneer. xyxy=(267,333,430,352)
ad-body-text: MOUNT VICTORIA: Up-to-date Residence of 8 rooms, bathroom, h. and c. water, e.l. and hot point, billiard room, built-in cupboard and wardrobes, verandah and balcony; splendid view, sunny position. Price £1650. WELLINGTON-TERRACE: Residence of 8 rooms, large sunny rooms, all conveniences, splendid view. Price £1400. THORNDON (13, Selwyn-terrace): Substantially-built House, containing nine rooms, bathroom, hot and cold, porcelain bath. HATAITAI: 5 rooms, bathroom, h. and c. water, good gas. SEATOUN: 6 rooms, porcelain bath, large lawn, sunny position. Price £1050. HATAITAI: Residence of 7 rooms and sun room. KELBURN: 7 rooms, close to cable car, splendid view. xyxy=(1078,129,1276,295)
ad-heading: HODGKINS, CARVER, AND CO., xyxy=(1515,493,1684,525)
ad-heading: FARM NEAR WELLINGTON. xyxy=(1754,392,1868,424)
ad-signature: RADFORD AND CO., Direct Importers and Manufacturers. xyxy=(474,419,642,438)
ad-subheading: THURSDAY, 5th JUNE, At 2.30 p.m. xyxy=(47,1160,194,1169)
price-value: 1 5 0 xyxy=(1890,808,1910,818)
advertisement xyxy=(1713,48,1910,164)
price-row xyxy=(1713,840,1910,850)
ad-subheading: KILBIRNIE. xyxy=(1364,90,1413,99)
ad-heading: FOR SALE BY TENDER. xyxy=(1721,571,1901,587)
advertisement xyxy=(1713,164,1910,386)
ad-heading: W. H. MORRAH & CO., xyxy=(457,893,629,909)
ad-body-text: SEPARATE TENDERS are invited for the Purchase of: 1. The well-known Freehold Hotel Property known as Brooking's Saxon Hotel, Lyttelton. 2. The Freehold Property adjoining above Hotel, with Billiard Room thereon. Tenders, to be addressed to the undersigned, close at 12 noon THURSDAY, 19th JUNE, 1919. xyxy=(1712,600,1910,684)
ad-signature: HARCOURT & CO. xyxy=(1201,297,1276,307)
ad-body-text: FOR SALE, in thriving town, Rangitikei District, a well-established Stationery, Bookselling, and News Agency Business; stock about £1200. Good turnover. Satisfactory reasons for selling. Easy terms can be arranged. For further particulars, apply xyxy=(233,1103,430,1167)
advertisement xyxy=(1501,48,1698,377)
advertisement xyxy=(445,48,641,230)
ad-signature: J. T. NOTT, Ivy Bank, Tawa Flat. xyxy=(1786,548,1910,558)
ad-lead: IMPORTANT SALE BY AUCTION OF HIGH-CLASS AND COSTLY FURNISHINGS. MAGNIFICENT BOUDOIR GRAND PIANO, by Bechstein. VALUABLE COLLECTION OF WATER COLOURS AND PAINTINGS. COSTLY OAK DININGROOM AND BEDROOM FURNISHINGS. AXMINSTER CARPET AND APPOINTMENTS. xyxy=(22,556,219,673)
ad-subheading: ONE WEEK ONLY, At JAS. HYNDMAN'S, xyxy=(1727,738,1895,748)
ad-subheading: TUESDAY, 10th JUNE, 1919, At 1 o'clock sharp. xyxy=(36,787,205,807)
ad-subheading: Also, WAREHOUSE SITE, CORNER OF THORNDON-QUAY AND MOORE-STREET. xyxy=(666,106,843,126)
ad-body-text: CHOICE 7-ROOMED HOUSE, h. and c., porcelain bath, basin, gas, gas stove, every convenience; stable, coachhouse, cowbails, etc. Over 1 acre land, laid out in lawns, garden, orchard. Price £1500. GOOD SECTION, close to tram. LARGE BUNGALOW, 7 rooms, billiard room, porcelain bath, basin. Price £2800. COSY 5-ROOMED HOUSE, bath, and conveniences; garden, lawn, etc. Price £850. xyxy=(1290,468,1487,562)
price-row xyxy=(1713,819,1910,829)
ad-heading: J. H. BETHUNE & CO., xyxy=(880,660,1052,676)
ad-subheading: At 1.30 o'clock sharp. xyxy=(76,73,165,83)
ad-signature: S. GEORGE NATHAN AND CO., 105, Customhouse-quay. xyxy=(708,531,853,551)
ad-signature: J. FANNING & CO. xyxy=(1624,912,1698,922)
ad-heading: THOMSON, BROWN, AND EAST, LTD., xyxy=(1308,311,1468,344)
ad-signature: B. SMITH AND CO., 33, Panama-street, Sole Agents. xyxy=(1523,1028,1698,1048)
ad-heading: ON MONDAY NEXT, 2ND JUNE, 1919, xyxy=(448,235,639,268)
price-row xyxy=(1713,777,1910,787)
ad-heading: PRELIMINARY NOTICE. xyxy=(451,677,636,693)
ad-body-text: OWING to illness, we shall offer for balance of current month, THAT PROFITABLE BUSINESS Known as HILL'S ANTIQUE AND MODERN FURNITURE DEPOT. 10, Rintoul-street, Newtown. INVESTIGATION INVITED. xyxy=(1712,945,1910,999)
ad-heading: SOME GOOD OPPORTUNITIES. xyxy=(1531,54,1668,86)
advertisement xyxy=(1290,392,1486,582)
advertisement xyxy=(1501,1055,1698,1176)
ad-heading: WILLIAMS AND CO., LTD., xyxy=(252,54,412,86)
lots-banner-item: 400 xyxy=(22,414,66,439)
ad-body-text: MESSRS. S. GEORGE NATHAN AND CO. are favoured with instructions from the Directors of the Wellington Gas Co., Ltd., to SELL BY PUBLIC AUCTION, At the Rooms, 105, Customhouse-quay, at 2.30 p.m., On THURSDAY, 3rd JULY, 1919. The Company's Property, having frontages to COURTENAY-PLACE, TORY-STREET, and WAKEFIELD-STREET, subdivided into ELEVEN SECTIONS. TERMS EXCEPTIONALLY EASY. xyxy=(656,921,853,1026)
advertisement xyxy=(22,291,219,493)
ad-heading: MONDAY NEXT, xyxy=(59,54,182,69)
ad-body-text: KELBURN: Residence of 6 large rooms, electric light, gas cooker, bath, pantry, washhouse with copper and tubs, wash-house, handy to cable car. SEATOUN: Residence of 6 rooms, bath, h. and c. water. KELBURN: Practically new Bungalow of 5 rooms and conveniences, 5 ft. sash windows. HILL-STREET: Tenanted well-built 7-roomed House with all conveniences. LYALL BAY: New 6-roomed House. xyxy=(1078,729,1276,833)
ad-body-text: LYALL BAY (near beach, close to tram): 5 Rooms, bathroom, electric light, etc. LYALL BAY (close to beach): 3 Rooms, bathroom and scullery, partly furnished. LYALL BAY: Level Section, fenced three sides, 40ft 6in x 126ft. NGAIO: Good Building Site, 52ft x 154ft. RONGOTAI-TERRACE (City Boundary): Section, 58ft x 154ft, fine view, close to tram. MOUNT VICTORIA SLOPE (2 min. from Basin Reserve): 7 Rooms, modern conveniences, good order. xyxy=(445,946,642,1061)
ad-heading: THORNDON PROPERTY. xyxy=(1505,935,1694,951)
price-item: 3-Drawer Duchesse xyxy=(1712,840,1789,849)
price-row xyxy=(1713,850,1910,861)
